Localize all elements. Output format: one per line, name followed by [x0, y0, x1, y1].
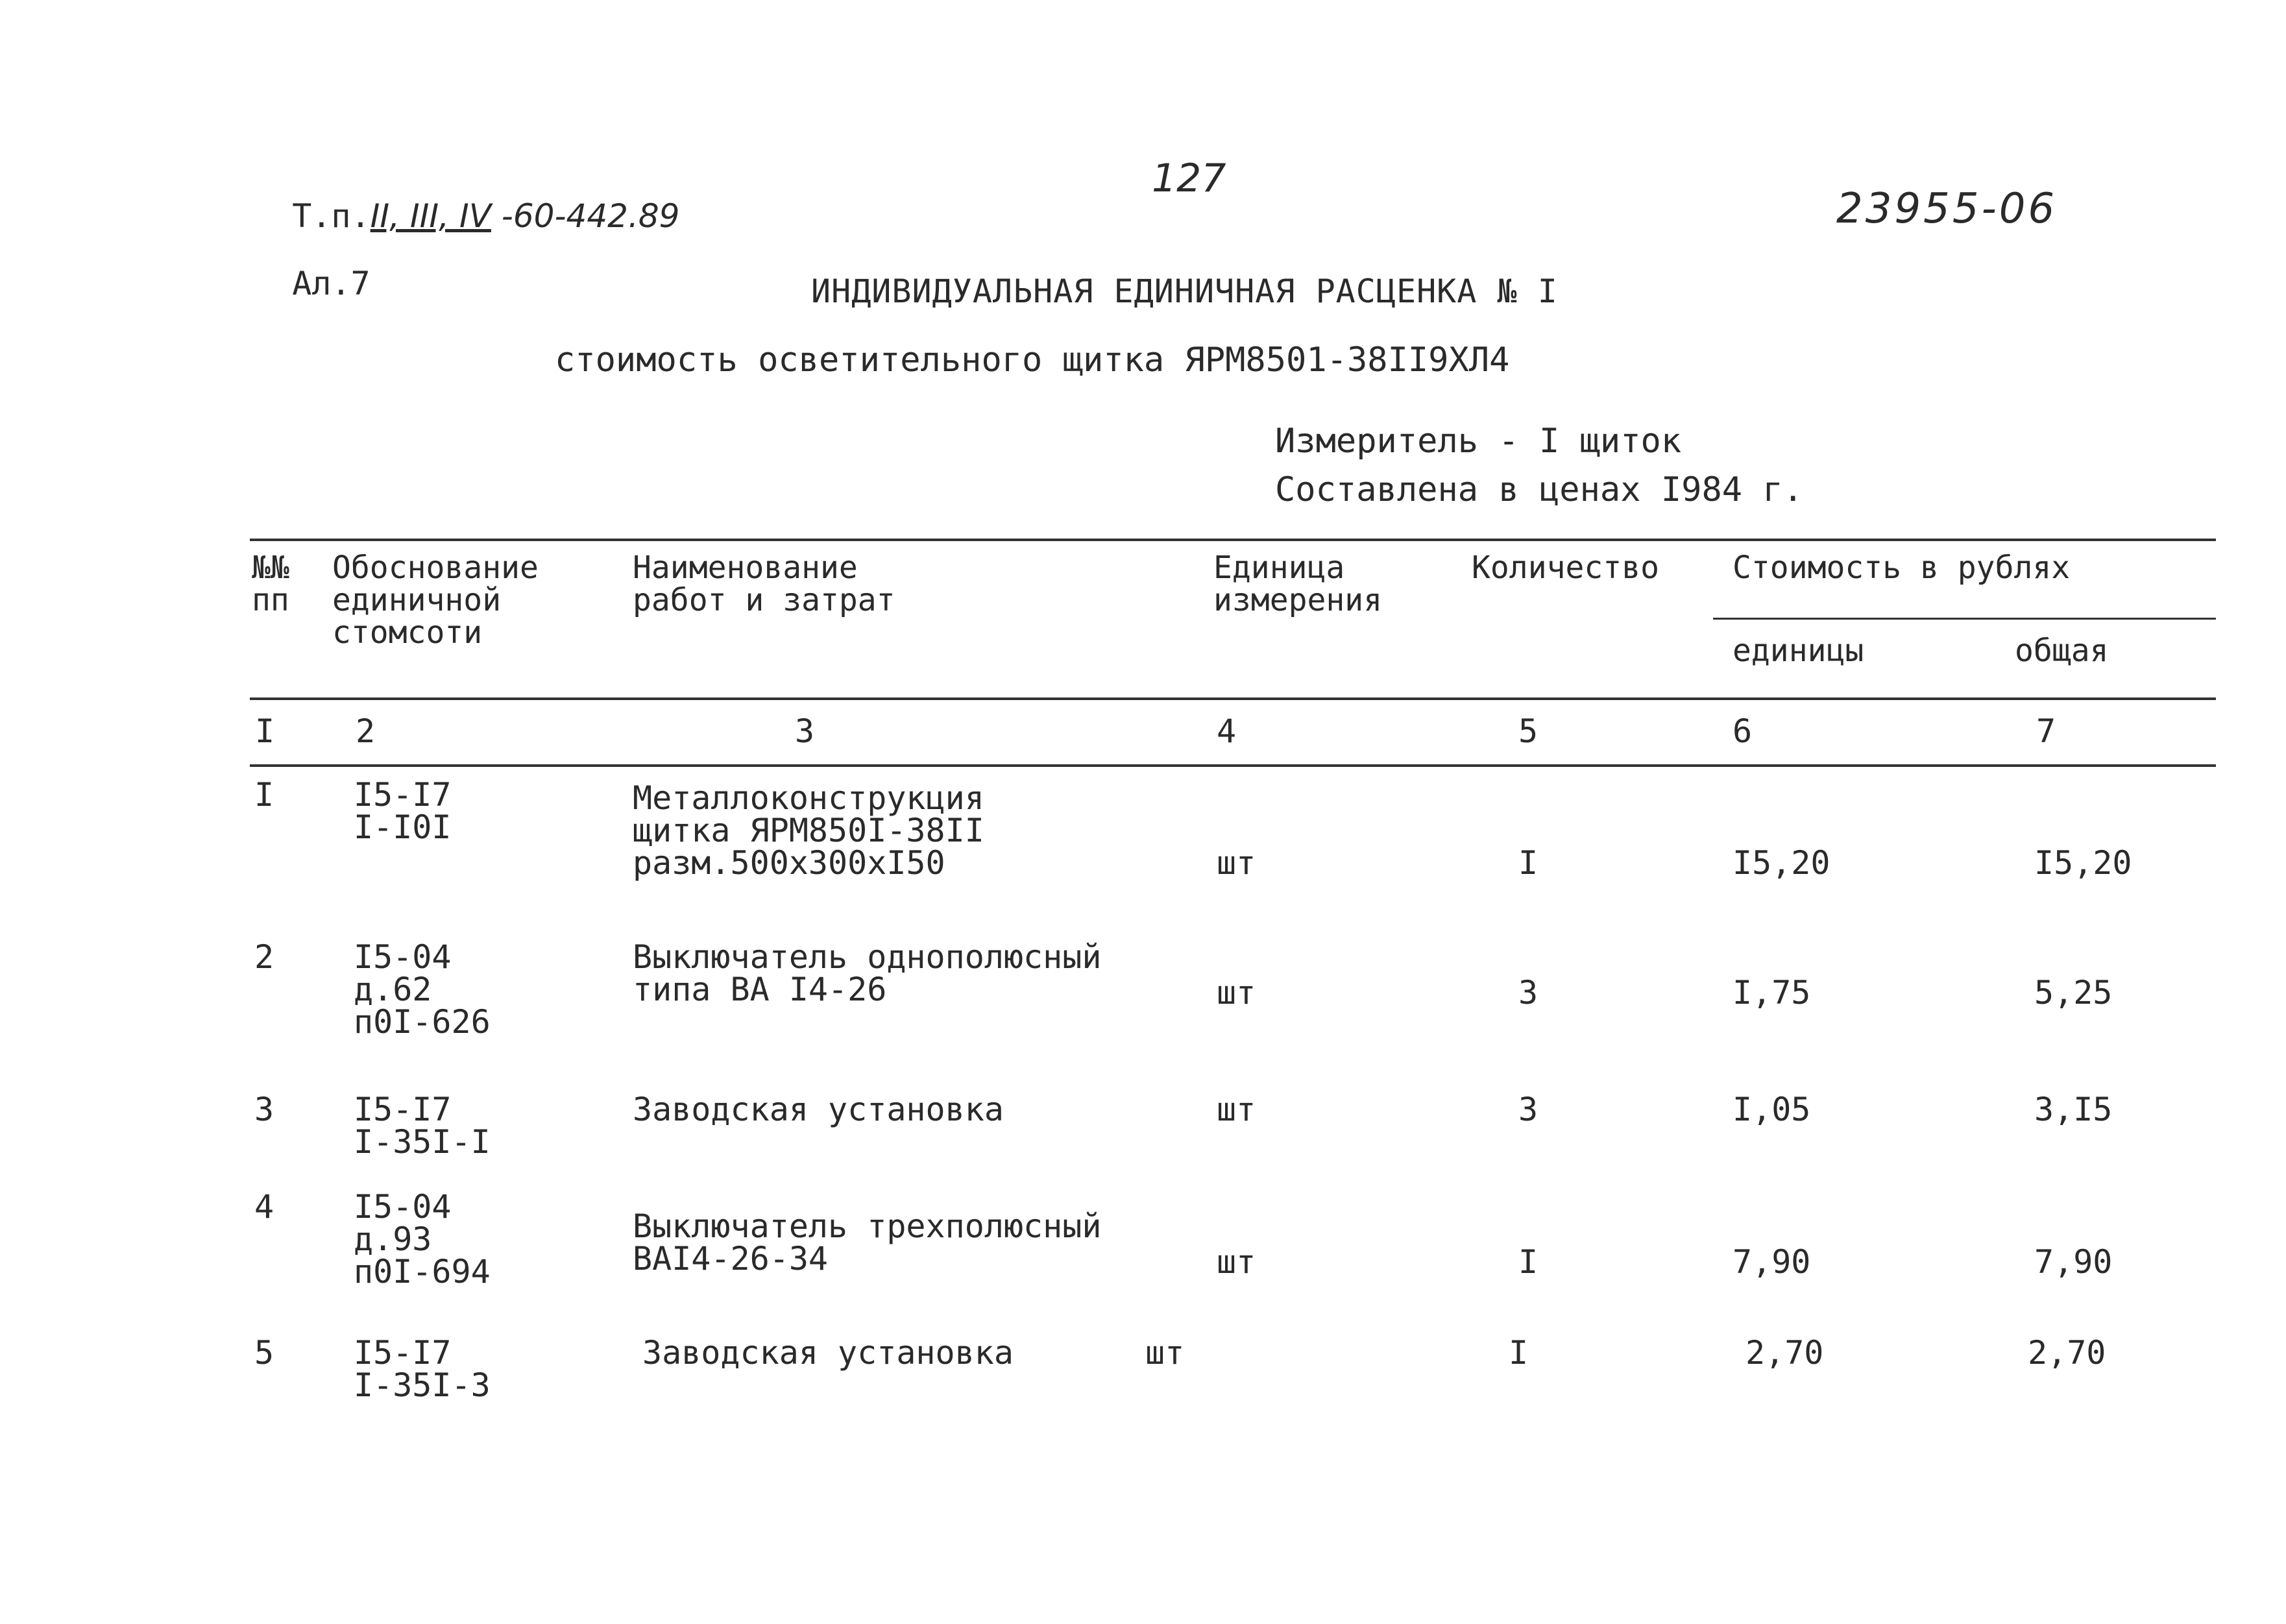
document-code: 23955-06 [1836, 185, 2058, 233]
row-basis: I5-I7 I-35I-I [354, 1091, 491, 1161]
row-quantity: I [1518, 1243, 1538, 1281]
column-number: 4 [1217, 712, 1237, 750]
header-quantity: Количество [1472, 550, 1659, 586]
row-unit: шт [1217, 974, 1256, 1012]
table-row [0, 776, 2286, 908]
row-number: 5 [254, 1334, 274, 1372]
reference-number: -60-442.89 [491, 197, 680, 235]
header-cost-per-unit: единицы [1733, 633, 1864, 669]
reference-prefix: Т.п. [292, 197, 371, 235]
row-number: 4 [254, 1188, 274, 1226]
row-number: 3 [254, 1091, 274, 1128]
row-quantity: I [1518, 844, 1538, 882]
row-name: Заводская установка [642, 1334, 1014, 1372]
row-unit: шт [1145, 1334, 1185, 1372]
header-basis: Обоснование единичной стомсоти [332, 550, 539, 651]
row-total-cost: I5,20 [2034, 844, 2132, 882]
table-row [0, 938, 2286, 1071]
row-unit-cost: 2,70 [1745, 1334, 1824, 1372]
document-subtitle: стоимость осветительного щитка ЯРМ8501-38II9ХЛ4 [555, 341, 1510, 380]
row-unit-cost: I,75 [1733, 974, 1811, 1012]
row-quantity: I [1509, 1334, 1529, 1372]
column-number: 6 [1733, 712, 1753, 750]
column-number: 5 [1518, 712, 1538, 750]
reference-series: II, III, IV [370, 197, 491, 235]
cost-subheader-rule [1713, 618, 2216, 620]
header-cost: Стоимость в рублях [1733, 550, 2071, 586]
row-unit-cost: 7,90 [1733, 1243, 1811, 1281]
header-unit: Единица измерения [1213, 550, 1383, 618]
row-total-cost: 3,I5 [2034, 1091, 2113, 1128]
row-number: 2 [254, 938, 274, 976]
header-row-number: №№ пп [252, 550, 289, 618]
header-cost-total: общая [2015, 633, 2109, 669]
row-number: I [254, 776, 274, 814]
row-basis: I5-04 д.62 п0I-626 [354, 938, 491, 1041]
row-total-cost: 7,90 [2034, 1243, 2113, 1281]
row-basis: I5-04 д.93 п0I-694 [354, 1188, 491, 1291]
header-name: Наименование работ и затрат [633, 550, 895, 618]
price-basis-line: Составлена в ценах I984 г. [1275, 470, 1803, 509]
column-number: 3 [795, 712, 815, 750]
row-name: Металлоконструкция щитка ЯРМ850I-38II разм.500х300хI50 [633, 779, 984, 882]
row-unit: шт [1217, 844, 1256, 882]
column-number: 2 [356, 712, 376, 750]
row-unit-cost: I5,20 [1733, 844, 1830, 882]
document-reference [253, 165, 679, 300]
column-number-rule [250, 764, 2216, 767]
row-unit: шт [1217, 1091, 1256, 1128]
meter-line: Измеритель - I щиток [1275, 422, 1682, 461]
column-number: I [255, 712, 275, 750]
row-basis: I5-I7 I-I0I [354, 776, 452, 846]
row-name: Выключатель трехполюсный ВАI4-26-34 [633, 1207, 1102, 1278]
table-header-rule [250, 697, 2216, 700]
reference-album: Ал.7 [292, 265, 371, 302]
row-total-cost: 2,70 [2028, 1334, 2106, 1372]
table-row [0, 1334, 2286, 1466]
column-number: 7 [2036, 712, 2056, 750]
row-basis: I5-I7 I-35I-3 [354, 1334, 491, 1404]
row-unit: шт [1217, 1243, 1256, 1281]
row-name: Выключатель однополюсный типа ВА I4-26 [633, 938, 1102, 1008]
row-name: Заводская установка [633, 1091, 1004, 1128]
row-quantity: 3 [1518, 1091, 1538, 1128]
table-top-rule [250, 539, 2216, 541]
row-unit-cost: I,05 [1733, 1091, 1811, 1128]
row-quantity: 3 [1518, 974, 1538, 1012]
document-title: ИНДИВИДУАЛЬНАЯ ЕДИНИЧНАЯ РАСЦЕНКА № I [811, 273, 1558, 310]
table-row [0, 1188, 2286, 1320]
row-total-cost: 5,25 [2034, 974, 2113, 1012]
page-number: 127 [1152, 156, 1226, 201]
